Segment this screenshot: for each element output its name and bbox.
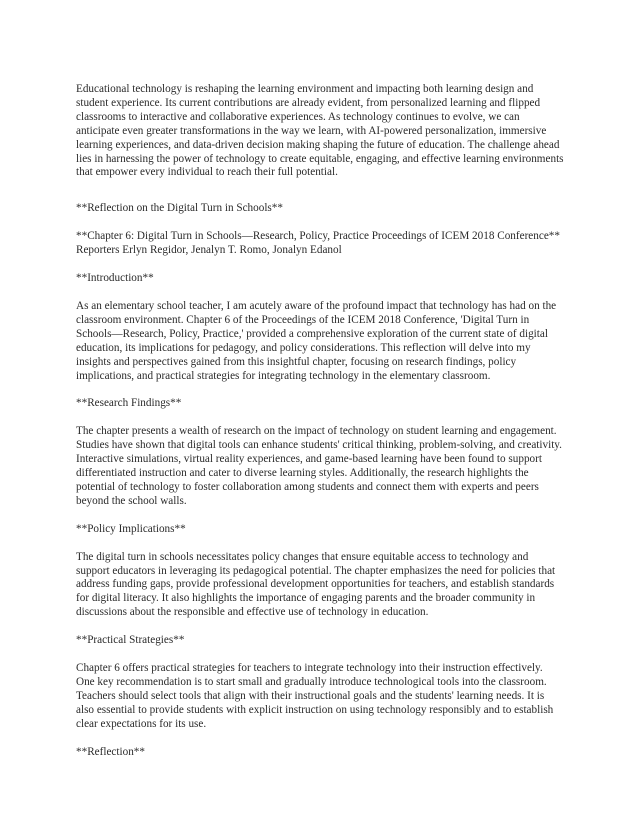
research-text: The chapter presents a wealth of research on the impact of technology on student learning and engagement. Studies have shown that digital tools can enhance students' critical thinking, problem-solving, and creativity. Interactive simulations, virtual reality experiences, and game-based learning have been found to support differentiated instruction and cater to diverse learning styles. Additionally, the research highlights the potential of technology to foster collaboration among students and connect them with experts and peers beyond the school walls. <box>76 425 562 507</box>
intro-paragraph: Educational technology is reshaping the learning environment and impacting both learning design and student experience. Its current contributions are already evident, from personalized learning and flipped classrooms to interactive and collaborative experiences. As technology continues to evolve, we can anticipate even greater transformations in the way we learn, with AI-powered personalization, immersive learning experiences, and data-driven decision making shaping the future of education. The challenge ahead lies in harnessing the power of technology to create equitable, engaging, and effective learning environments that empower every individual to reach their full potential. <box>76 83 564 179</box>
practical-heading: **Practical Strategies** <box>76 634 185 647</box>
chapter-title: **Chapter 6: Digital Turn in Schools—Research, Policy, Practice Proceedings of ICEM 2018 Conference** <box>76 230 560 243</box>
introduction-text: As an elementary school teacher, I am acutely aware of the profound impact that technology has had on the classroom environment. Chapter 6 of the Proceedings of the ICEM 2018 Conference, 'Digital Turn in Schools—Research, Policy, Practice,' provided a comprehensive exploration of the current state of digital education, its implications for pedagogy, and policy considerations. This reflection will delve into my insights and perspectives gained from this insightful chapter, focusing on research findings, policy implications, and practical strategies for integrating technology in the elementary classroom. <box>76 299 557 382</box>
policy-text: The digital turn in schools necessitates policy changes that ensure equitable access to technology and support educators in leveraging its pedagogical potential. The chapter emphasizes the need for policies that address funding gaps, provide professional development opportunities for teachers, and establish standards for digital literacy. It also highlights the importance of engaging parents and the broader community in discussions about the responsible and effective use of technology in education. <box>76 550 556 619</box>
practical-text: Chapter 6 offers practical strategies for teachers to integrate technology into their instruction effectively. One key recommendation is to start small and gradually introduce technological tools into the classroom. Teachers should select tools that align with their instructional goals and the students' learning needs. It is also essential to provide students with explicit instruction on using technology responsibly and to establish clear expectations for its use. <box>76 662 554 730</box>
reflection-heading: **Reflection** <box>76 745 145 758</box>
document-body <box>76 83 564 760</box>
policy-heading: **Policy Implications** <box>76 522 186 535</box>
introduction-heading: **Introduction** <box>76 272 154 285</box>
chapter-block <box>76 230 564 258</box>
reporters-line: Reporters Erlyn Regidor, Jenalyn T. Romo, Jonalyn Edanol <box>76 244 342 257</box>
research-heading: **Research Findings** <box>76 397 182 410</box>
reflection-title: **Reflection on the Digital Turn in Schools** <box>76 202 283 215</box>
